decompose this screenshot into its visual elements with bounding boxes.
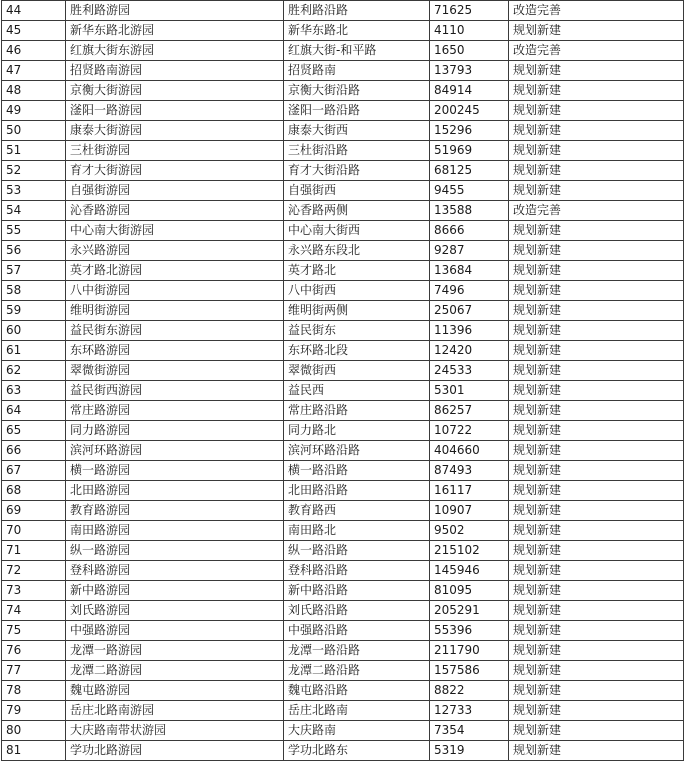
cell-status: 规划新建 xyxy=(509,141,684,161)
cell-status: 规划新建 xyxy=(509,61,684,81)
table-row xyxy=(2,101,684,121)
cell-location: 刘氏路沿路 xyxy=(284,601,430,621)
table-row xyxy=(2,301,684,321)
cell-park-name: 中强路游园 xyxy=(66,621,284,641)
cell-area: 4110 xyxy=(430,21,509,41)
cell-location: 翠微街西 xyxy=(284,361,430,381)
cell-area: 51969 xyxy=(430,141,509,161)
cell-location: 红旗大街-和平路 xyxy=(284,41,430,61)
cell-area: 13588 xyxy=(430,201,509,221)
cell-status: 改造完善 xyxy=(509,1,684,21)
cell-status: 规划新建 xyxy=(509,261,684,281)
table-row xyxy=(2,241,684,261)
cell-park-name: 康泰大街游园 xyxy=(66,121,284,141)
cell-number: 66 xyxy=(2,441,66,461)
cell-area: 9502 xyxy=(430,521,509,541)
cell-area: 86257 xyxy=(430,401,509,421)
table-row xyxy=(2,261,684,281)
cell-park-name: 招贤路南游园 xyxy=(66,61,284,81)
cell-location: 横一路沿路 xyxy=(284,461,430,481)
cell-number: 68 xyxy=(2,481,66,501)
cell-park-name: 大庆路南带状游园 xyxy=(66,721,284,741)
cell-number: 76 xyxy=(2,641,66,661)
cell-area: 5301 xyxy=(430,381,509,401)
cell-status: 改造完善 xyxy=(509,41,684,61)
cell-number: 55 xyxy=(2,221,66,241)
cell-number: 59 xyxy=(2,301,66,321)
cell-park-name: 翠微街游园 xyxy=(66,361,284,381)
cell-location: 滨河环路沿路 xyxy=(284,441,430,461)
table-row xyxy=(2,741,684,761)
cell-location: 自强街西 xyxy=(284,181,430,201)
cell-area: 71625 xyxy=(430,1,509,21)
cell-area: 13684 xyxy=(430,261,509,281)
cell-number: 44 xyxy=(2,1,66,21)
cell-number: 71 xyxy=(2,541,66,561)
cell-number: 72 xyxy=(2,561,66,581)
cell-location: 新华东路北 xyxy=(284,21,430,41)
table-row xyxy=(2,521,684,541)
cell-park-name: 英才路北游园 xyxy=(66,261,284,281)
table-row xyxy=(2,621,684,641)
cell-area: 8666 xyxy=(430,221,509,241)
cell-area: 11396 xyxy=(430,321,509,341)
cell-location: 沁香路两侧 xyxy=(284,201,430,221)
cell-number: 65 xyxy=(2,421,66,441)
cell-status: 规划新建 xyxy=(509,501,684,521)
table-row xyxy=(2,321,684,341)
cell-status: 规划新建 xyxy=(509,121,684,141)
cell-number: 69 xyxy=(2,501,66,521)
table-row xyxy=(2,161,684,181)
cell-area: 157586 xyxy=(430,661,509,681)
cell-location: 英才路北 xyxy=(284,261,430,281)
cell-park-name: 龙潭二路游园 xyxy=(66,661,284,681)
cell-number: 50 xyxy=(2,121,66,141)
cell-park-name: 八中街游园 xyxy=(66,281,284,301)
cell-area: 205291 xyxy=(430,601,509,621)
table-row xyxy=(2,601,684,621)
cell-area: 81095 xyxy=(430,581,509,601)
table-row xyxy=(2,681,684,701)
cell-park-name: 学功北路游园 xyxy=(66,741,284,761)
cell-area: 215102 xyxy=(430,541,509,561)
cell-status: 规划新建 xyxy=(509,281,684,301)
table-row xyxy=(2,181,684,201)
cell-number: 73 xyxy=(2,581,66,601)
cell-area: 10907 xyxy=(430,501,509,521)
cell-area: 13793 xyxy=(430,61,509,81)
park-table-body xyxy=(2,1,684,761)
cell-location: 八中街西 xyxy=(284,281,430,301)
cell-area: 10722 xyxy=(430,421,509,441)
cell-location: 龙潭二路沿路 xyxy=(284,661,430,681)
cell-location: 育才大街沿路 xyxy=(284,161,430,181)
table-row xyxy=(2,541,684,561)
table-row xyxy=(2,281,684,301)
cell-status: 规划新建 xyxy=(509,741,684,761)
cell-number: 58 xyxy=(2,281,66,301)
cell-park-name: 益民街东游园 xyxy=(66,321,284,341)
cell-status: 规划新建 xyxy=(509,421,684,441)
cell-park-name: 维明街游园 xyxy=(66,301,284,321)
cell-area: 200245 xyxy=(430,101,509,121)
cell-park-name: 同力路游园 xyxy=(66,421,284,441)
cell-location: 中心南大街西 xyxy=(284,221,430,241)
cell-park-name: 魏屯路游园 xyxy=(66,681,284,701)
cell-area: 68125 xyxy=(430,161,509,181)
cell-status: 规划新建 xyxy=(509,81,684,101)
cell-number: 79 xyxy=(2,701,66,721)
cell-area: 211790 xyxy=(430,641,509,661)
cell-park-name: 新中路游园 xyxy=(66,581,284,601)
table-row xyxy=(2,561,684,581)
cell-number: 64 xyxy=(2,401,66,421)
table-row xyxy=(2,701,684,721)
cell-location: 岳庄北路南 xyxy=(284,701,430,721)
cell-status: 规划新建 xyxy=(509,701,684,721)
table-row xyxy=(2,721,684,741)
cell-location: 招贤路南 xyxy=(284,61,430,81)
cell-location: 学功北路东 xyxy=(284,741,430,761)
table-row xyxy=(2,121,684,141)
cell-location: 常庄路沿路 xyxy=(284,401,430,421)
cell-number: 49 xyxy=(2,101,66,121)
cell-number: 53 xyxy=(2,181,66,201)
cell-status: 规划新建 xyxy=(509,621,684,641)
cell-status: 规划新建 xyxy=(509,101,684,121)
table-row xyxy=(2,641,684,661)
cell-number: 78 xyxy=(2,681,66,701)
cell-status: 规划新建 xyxy=(509,561,684,581)
cell-park-name: 育才大街游园 xyxy=(66,161,284,181)
cell-park-name: 新华东路北游园 xyxy=(66,21,284,41)
cell-location: 魏屯路沿路 xyxy=(284,681,430,701)
cell-status: 规划新建 xyxy=(509,241,684,261)
cell-number: 63 xyxy=(2,381,66,401)
cell-status: 规划新建 xyxy=(509,381,684,401)
cell-park-name: 益民街西游园 xyxy=(66,381,284,401)
cell-number: 54 xyxy=(2,201,66,221)
cell-area: 9455 xyxy=(430,181,509,201)
table-row xyxy=(2,1,684,21)
cell-location: 同力路北 xyxy=(284,421,430,441)
cell-location: 京衡大街沿路 xyxy=(284,81,430,101)
cell-park-name: 沁香路游园 xyxy=(66,201,284,221)
cell-number: 81 xyxy=(2,741,66,761)
cell-status: 规划新建 xyxy=(509,601,684,621)
cell-park-name: 中心南大街游园 xyxy=(66,221,284,241)
table-row xyxy=(2,61,684,81)
cell-park-name: 南田路游园 xyxy=(66,521,284,541)
cell-park-name: 纵一路游园 xyxy=(66,541,284,561)
table-row xyxy=(2,661,684,681)
cell-area: 145946 xyxy=(430,561,509,581)
table-row xyxy=(2,501,684,521)
cell-status: 规划新建 xyxy=(509,661,684,681)
cell-park-name: 胜利路游园 xyxy=(66,1,284,21)
cell-status: 规划新建 xyxy=(509,481,684,501)
cell-area: 84914 xyxy=(430,81,509,101)
cell-park-name: 京衡大街游园 xyxy=(66,81,284,101)
cell-area: 7354 xyxy=(430,721,509,741)
park-table xyxy=(1,0,684,761)
table-row xyxy=(2,221,684,241)
cell-area: 1650 xyxy=(430,41,509,61)
cell-location: 新中路沿路 xyxy=(284,581,430,601)
cell-park-name: 横一路游园 xyxy=(66,461,284,481)
cell-status: 规划新建 xyxy=(509,581,684,601)
cell-number: 57 xyxy=(2,261,66,281)
cell-number: 60 xyxy=(2,321,66,341)
cell-location: 登科路沿路 xyxy=(284,561,430,581)
cell-area: 87493 xyxy=(430,461,509,481)
cell-location: 维明街两侧 xyxy=(284,301,430,321)
cell-area: 9287 xyxy=(430,241,509,261)
cell-location: 滏阳一路沿路 xyxy=(284,101,430,121)
table-row xyxy=(2,41,684,61)
cell-status: 规划新建 xyxy=(509,341,684,361)
cell-location: 大庆路南 xyxy=(284,721,430,741)
cell-location: 南田路北 xyxy=(284,521,430,541)
cell-number: 48 xyxy=(2,81,66,101)
cell-number: 45 xyxy=(2,21,66,41)
cell-number: 47 xyxy=(2,61,66,81)
cell-location: 益民街东 xyxy=(284,321,430,341)
cell-park-name: 登科路游园 xyxy=(66,561,284,581)
cell-park-name: 龙潭一路游园 xyxy=(66,641,284,661)
cell-number: 61 xyxy=(2,341,66,361)
cell-park-name: 北田路游园 xyxy=(66,481,284,501)
cell-location: 龙潭一路沿路 xyxy=(284,641,430,661)
cell-area: 7496 xyxy=(430,281,509,301)
cell-area: 15296 xyxy=(430,121,509,141)
cell-status: 规划新建 xyxy=(509,181,684,201)
cell-status: 规划新建 xyxy=(509,541,684,561)
cell-number: 67 xyxy=(2,461,66,481)
table-row xyxy=(2,421,684,441)
cell-status: 规划新建 xyxy=(509,21,684,41)
cell-status: 规划新建 xyxy=(509,161,684,181)
cell-area: 404660 xyxy=(430,441,509,461)
cell-location: 中强路沿路 xyxy=(284,621,430,641)
table-row xyxy=(2,361,684,381)
cell-area: 25067 xyxy=(430,301,509,321)
cell-park-name: 教育路游园 xyxy=(66,501,284,521)
cell-number: 74 xyxy=(2,601,66,621)
table-row xyxy=(2,441,684,461)
table-row xyxy=(2,81,684,101)
cell-location: 北田路沿路 xyxy=(284,481,430,501)
cell-status: 规划新建 xyxy=(509,301,684,321)
cell-number: 77 xyxy=(2,661,66,681)
cell-number: 62 xyxy=(2,361,66,381)
cell-location: 康泰大街西 xyxy=(284,121,430,141)
table-row xyxy=(2,461,684,481)
cell-area: 24533 xyxy=(430,361,509,381)
table-row xyxy=(2,381,684,401)
cell-status: 改造完善 xyxy=(509,201,684,221)
cell-status: 规划新建 xyxy=(509,721,684,741)
cell-park-name: 三杜街游园 xyxy=(66,141,284,161)
cell-park-name: 东环路游园 xyxy=(66,341,284,361)
table-row xyxy=(2,401,684,421)
cell-number: 70 xyxy=(2,521,66,541)
table-row xyxy=(2,141,684,161)
table-row xyxy=(2,481,684,501)
table-row xyxy=(2,21,684,41)
cell-number: 75 xyxy=(2,621,66,641)
cell-area: 12420 xyxy=(430,341,509,361)
cell-number: 80 xyxy=(2,721,66,741)
cell-location: 东环路北段 xyxy=(284,341,430,361)
cell-park-name: 红旗大街东游园 xyxy=(66,41,284,61)
cell-park-name: 自强街游园 xyxy=(66,181,284,201)
cell-status: 规划新建 xyxy=(509,641,684,661)
cell-location: 纵一路沿路 xyxy=(284,541,430,561)
cell-status: 规划新建 xyxy=(509,221,684,241)
cell-location: 教育路西 xyxy=(284,501,430,521)
cell-area: 55396 xyxy=(430,621,509,641)
cell-park-name: 滨河环路游园 xyxy=(66,441,284,461)
cell-area: 12733 xyxy=(430,701,509,721)
cell-status: 规划新建 xyxy=(509,521,684,541)
cell-status: 规划新建 xyxy=(509,461,684,481)
cell-park-name: 滏阳一路游园 xyxy=(66,101,284,121)
cell-location: 益民西 xyxy=(284,381,430,401)
cell-number: 56 xyxy=(2,241,66,261)
cell-location: 三杜街沿路 xyxy=(284,141,430,161)
cell-number: 51 xyxy=(2,141,66,161)
cell-status: 规划新建 xyxy=(509,361,684,381)
cell-park-name: 永兴路游园 xyxy=(66,241,284,261)
table-row xyxy=(2,581,684,601)
cell-area: 5319 xyxy=(430,741,509,761)
cell-area: 8822 xyxy=(430,681,509,701)
cell-park-name: 常庄路游园 xyxy=(66,401,284,421)
cell-location: 胜利路沿路 xyxy=(284,1,430,21)
cell-location: 永兴路东段北 xyxy=(284,241,430,261)
cell-park-name: 岳庄北路南游园 xyxy=(66,701,284,721)
table-row xyxy=(2,201,684,221)
cell-status: 规划新建 xyxy=(509,441,684,461)
cell-status: 规划新建 xyxy=(509,401,684,421)
cell-number: 52 xyxy=(2,161,66,181)
cell-status: 规划新建 xyxy=(509,321,684,341)
cell-status: 规划新建 xyxy=(509,681,684,701)
cell-area: 16117 xyxy=(430,481,509,501)
cell-park-name: 刘氏路游园 xyxy=(66,601,284,621)
cell-number: 46 xyxy=(2,41,66,61)
table-row xyxy=(2,341,684,361)
